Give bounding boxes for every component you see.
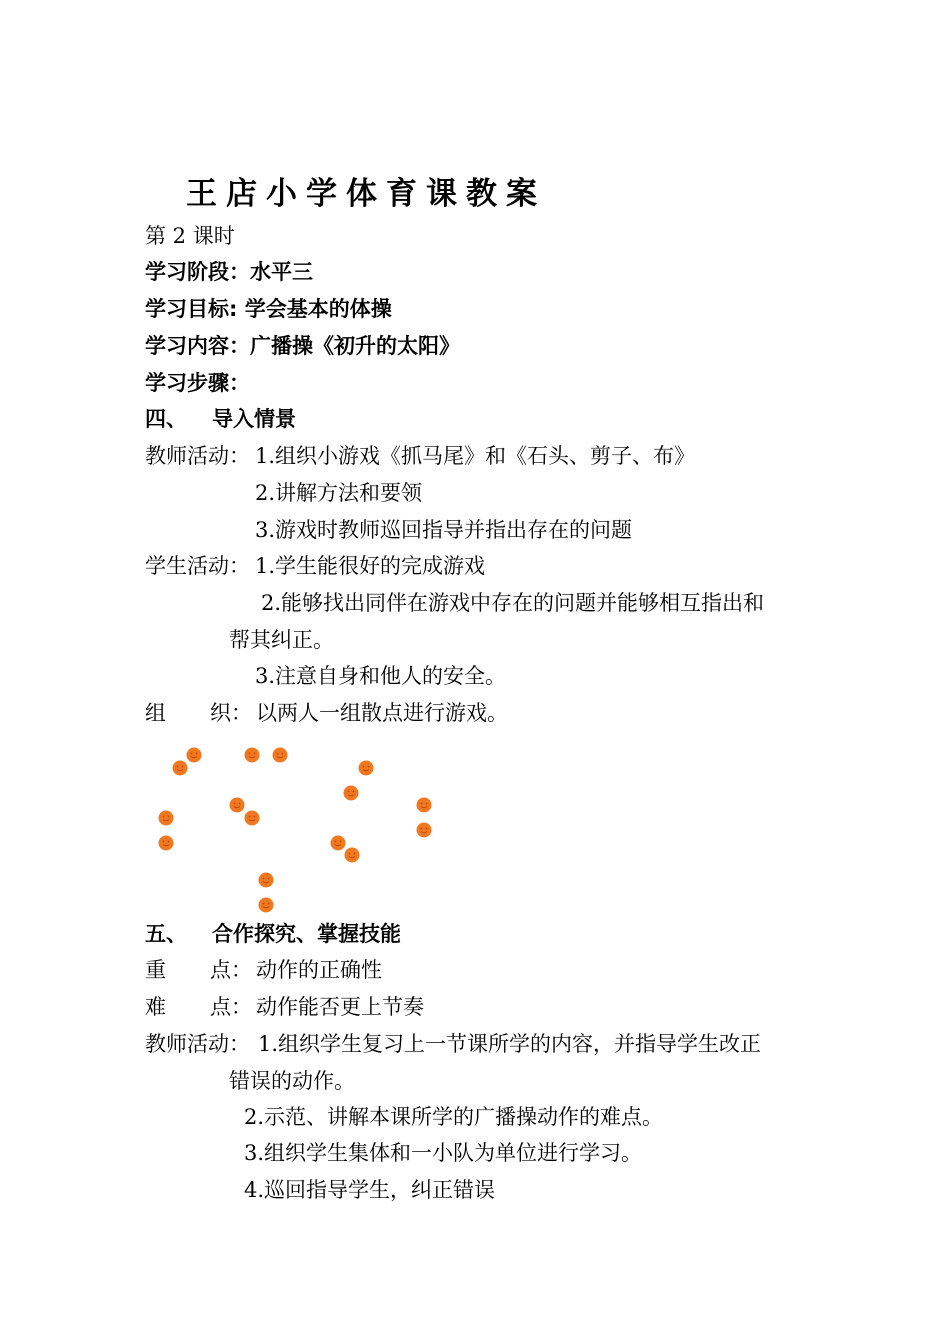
student-activity-item: 3.注意自身和他人的安全。 [255,664,507,688]
teacher-activity-item-2: 2.示范、讲解本课所学的广播操动作的难点。 [244,1105,664,1129]
lesson-number: 第 2 课时 [145,224,235,248]
page-title: 王店小学体育课教案 [186,176,546,212]
student-marker [187,748,202,763]
student-marker [230,798,245,813]
student-marker [345,848,360,863]
teacher-activity-item: 2.讲解方法和要领 [255,481,423,505]
teacher-activity-label-2: 教师活动： [145,1032,250,1056]
student-marker [331,836,346,851]
difficulty-label-b: 点： [210,995,252,1019]
student-activity-item: 帮其纠正。 [229,628,334,652]
learning-stage: 学习阶段：水平三 [145,260,313,284]
student-marker [417,823,432,838]
section-5-number: 五、 [145,922,187,946]
student-marker [245,811,260,826]
student-activity-label: 学生活动： [145,554,250,578]
student-marker [159,811,174,826]
learning-goal: 学习目标: 学会基本的体操 [145,297,392,321]
key-point-label-b: 点： [210,958,252,982]
learning-content: 学习内容：广播操《初升的太阳》 [145,334,460,358]
formation-diagram [0,735,950,920]
student-marker [344,786,359,801]
organization-label-a: 组 [145,701,166,725]
student-activity-item: 1.学生能很好的完成游戏 [255,554,486,578]
organization-text: 以两人一组散点进行游戏。 [256,701,508,725]
teacher-activity-item-2: 4.巡回指导学生，纠正错误 [244,1178,496,1202]
teacher-activity-item: 1.组织小游戏《抓马尾》和《石头、剪子、布》 [255,444,696,468]
teacher-activity-item-2: 3.组织学生集体和一小队为单位进行学习。 [244,1141,643,1165]
student-marker [259,898,274,913]
difficulty-label-a: 难 [145,995,166,1019]
key-point-label-a: 重 [145,958,166,982]
organization-label-b: 织： [210,701,252,725]
learning-steps-label: 学习步骤： [145,371,250,395]
student-marker [273,748,288,763]
student-activity-item: 2.能够找出同伴在游戏中存在的问题并能够相互指出和 [261,591,765,615]
key-point-text: 动作的正确性 [256,958,382,982]
student-marker [159,836,174,851]
teacher-activity-item: 3.游戏时教师巡回指导并指出存在的问题 [255,518,633,542]
difficulty-text: 动作能否更上节奏 [256,995,424,1019]
student-marker [173,761,188,776]
section-4-number: 四、 [145,407,187,431]
section-5-title: 合作探究、掌握技能 [212,922,401,946]
student-marker [359,761,374,776]
teacher-activity-item-2: 1.组织学生复习上一节课所学的内容，并指导学生改正 [258,1032,762,1056]
teacher-activity-item-2: 错误的动作。 [229,1069,355,1093]
teacher-activity-label: 教师活动： [145,444,250,468]
section-4-title: 导入情景 [212,407,296,431]
student-marker [259,873,274,888]
student-marker [245,748,260,763]
student-marker [417,798,432,813]
